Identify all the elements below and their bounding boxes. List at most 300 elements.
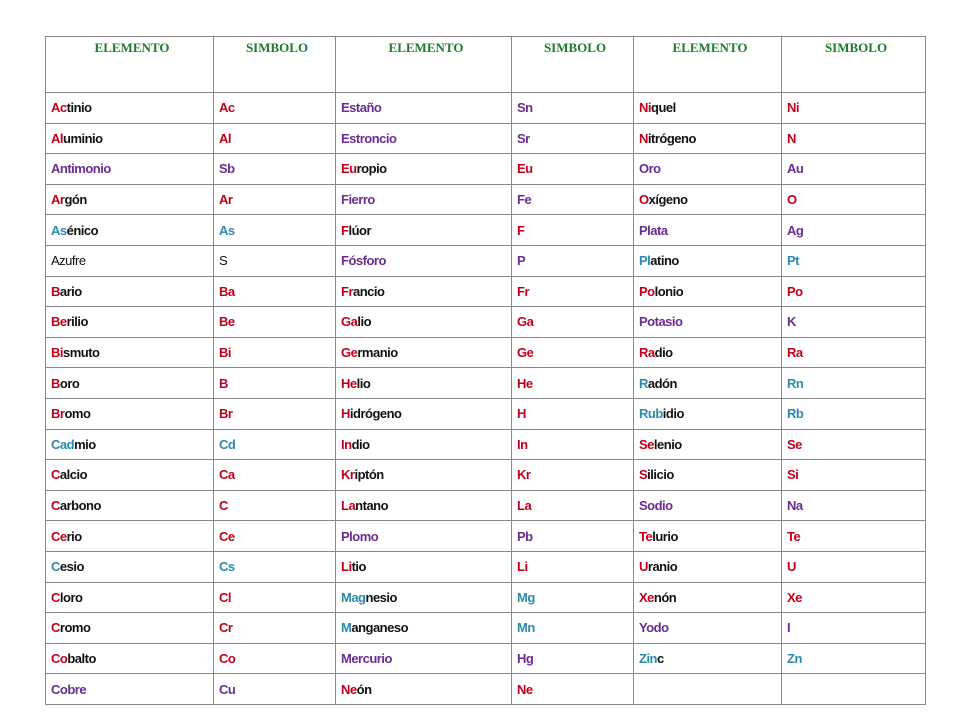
element-name-highlight: O: [639, 192, 649, 208]
element-name-cell: [634, 582, 782, 613]
element-name-highlight: Ne: [341, 681, 357, 697]
element-name-rest: romo: [59, 620, 91, 636]
element-name-rest: lio: [356, 375, 371, 391]
element-name-cell: [336, 521, 512, 552]
element-name-highlight: S: [639, 467, 648, 483]
element-name-cell: [336, 674, 512, 705]
element-name-rest: itrógeno: [647, 130, 696, 146]
element-name-cell: [336, 245, 512, 276]
element-name-cell: [634, 93, 782, 124]
header-elemento: ELEMENTO: [336, 37, 512, 93]
element-symbol: He: [517, 375, 533, 391]
table-row: [46, 123, 926, 154]
element-name-highlight: Eu: [341, 161, 357, 177]
element-name-highlight: Sodio: [639, 498, 673, 514]
element-name-highlight: Fósforo: [341, 253, 386, 269]
symbol-cell: [782, 276, 926, 307]
element-symbol: P: [517, 253, 526, 269]
table-row: [46, 93, 926, 124]
element-name-highlight: Yodo: [639, 620, 669, 636]
element-name-highlight: N: [639, 130, 648, 146]
symbol-cell: [782, 521, 926, 552]
element-name-highlight: Po: [639, 283, 655, 299]
element-symbol: Zn: [787, 650, 802, 666]
header-elemento: ELEMENTO: [634, 37, 782, 93]
symbol-cell: [512, 184, 634, 215]
element-name-highlight: Zin: [639, 650, 657, 666]
element-name-cell: [46, 337, 214, 368]
element-name-rest: idio: [662, 406, 684, 422]
element-name-rest: énico: [66, 222, 99, 238]
element-name-rest: c: [657, 650, 664, 666]
element-symbol: Na: [787, 498, 803, 514]
element-name-cell: [634, 337, 782, 368]
element-symbol: F: [517, 222, 525, 238]
element-name-cell: [634, 276, 782, 307]
element-symbol: Be: [219, 314, 235, 330]
element-name-cell: [336, 460, 512, 491]
element-name-rest: ilicio: [647, 467, 674, 483]
symbol-cell: [512, 93, 634, 124]
element-symbol: Mn: [517, 620, 535, 636]
element-symbol: I: [787, 620, 791, 636]
symbol-cell: [512, 674, 634, 705]
element-name-highlight: Ce: [51, 528, 67, 544]
table-row: [46, 643, 926, 674]
element-name-cell: [336, 368, 512, 399]
element-symbol: Fr: [517, 283, 529, 299]
symbol-cell: [512, 460, 634, 491]
element-name-rest: ropio: [356, 161, 387, 177]
element-name-cell: [46, 582, 214, 613]
element-name-rest: lurio: [652, 528, 678, 544]
symbol-cell: [214, 582, 336, 613]
element-name-rest: lonio: [654, 283, 684, 299]
element-name-cell: [634, 123, 782, 154]
element-name-highlight: Fierro: [341, 192, 375, 208]
element-symbol: Li: [517, 559, 528, 575]
element-symbol: Sr: [517, 130, 530, 146]
element-name-cell: [336, 398, 512, 429]
element-name-cell: [634, 490, 782, 521]
element-name-rest: lenio: [653, 436, 682, 452]
element-name-cell: [634, 215, 782, 246]
element-name-cell: [634, 154, 782, 185]
symbol-cell: [214, 307, 336, 338]
table-row: [46, 490, 926, 521]
element-symbol: Cs: [219, 559, 235, 575]
element-symbol: Xe: [787, 589, 802, 605]
element-name-rest: ranio: [647, 559, 678, 575]
element-name-cell: [634, 460, 782, 491]
symbol-cell: [214, 276, 336, 307]
element-name-cell: [634, 674, 782, 705]
symbol-cell: [214, 613, 336, 644]
element-name-cell: [336, 93, 512, 124]
element-name-highlight: Plomo: [341, 528, 379, 544]
header-simbolo: SIMBOLO: [214, 37, 336, 93]
element-symbol: Sn: [517, 100, 533, 116]
symbol-cell: [782, 368, 926, 399]
symbol-cell: [782, 429, 926, 460]
element-name-cell: [46, 368, 214, 399]
element-name-rest: nesio: [365, 589, 397, 605]
element-name-cell: [46, 398, 214, 429]
symbol-cell: [214, 154, 336, 185]
element-symbol: Cl: [219, 589, 231, 605]
element-name-cell: [46, 674, 214, 705]
element-name-rest: uminio: [63, 130, 103, 146]
element-name-highlight: U: [639, 559, 648, 575]
element-name-highlight: Br: [51, 406, 65, 422]
element-symbol: Po: [787, 283, 803, 299]
element-symbol: Br: [219, 406, 233, 422]
element-name-rest: ancio: [353, 283, 385, 299]
element-name-highlight: He: [341, 375, 357, 391]
element-symbol: O: [787, 192, 797, 208]
element-name-rest: alcio: [59, 467, 88, 483]
symbol-cell: [214, 551, 336, 582]
element-name-cell: [46, 123, 214, 154]
symbol-cell: [512, 398, 634, 429]
element-name-rest: iptón: [354, 467, 384, 483]
table-row: [46, 460, 926, 491]
element-symbol: Te: [787, 528, 801, 544]
element-name-highlight: C: [51, 559, 60, 575]
element-name-cell: [634, 307, 782, 338]
element-symbol: S: [219, 253, 228, 269]
symbol-cell: [782, 643, 926, 674]
element-name-highlight: Li: [341, 559, 352, 575]
element-name-rest: anganeso: [351, 620, 409, 636]
element-symbol: Rn: [787, 375, 804, 391]
element-name-cell: [46, 521, 214, 552]
table-row: [46, 307, 926, 338]
element-name-cell: [336, 184, 512, 215]
element-name-highlight: As: [51, 222, 67, 238]
element-name-cell: [336, 307, 512, 338]
element-symbol: Al: [219, 130, 231, 146]
element-symbol: Ge: [517, 345, 534, 361]
element-name-cell: [634, 184, 782, 215]
element-name-highlight: Al: [51, 130, 63, 146]
symbol-cell: [782, 307, 926, 338]
element-name-highlight: Pl: [639, 253, 651, 269]
symbol-cell: [214, 215, 336, 246]
element-name-highlight: Fr: [341, 283, 353, 299]
element-symbol: Ag: [787, 222, 804, 238]
element-name-rest: Azufre: [51, 253, 86, 269]
symbol-cell: [782, 245, 926, 276]
element-symbol: Ba: [219, 283, 235, 299]
element-name-highlight: Estroncio: [341, 130, 397, 146]
element-name-cell: [46, 490, 214, 521]
element-name-rest: tinio: [66, 100, 92, 116]
element-name-rest: idrógeno: [349, 406, 402, 422]
table-row: [46, 368, 926, 399]
symbol-cell: [214, 337, 336, 368]
element-name-rest: lio: [357, 314, 372, 330]
element-name-highlight: C: [51, 620, 60, 636]
element-name-cell: [336, 490, 512, 521]
element-symbol: Cd: [219, 436, 236, 452]
element-name-cell: [46, 245, 214, 276]
element-symbol: La: [517, 498, 532, 514]
element-name-rest: dio: [654, 345, 673, 361]
symbol-cell: [512, 613, 634, 644]
symbol-cell: [782, 184, 926, 215]
element-symbol: Bi: [219, 345, 231, 361]
element-symbol: Ce: [219, 528, 235, 544]
table-row: [46, 184, 926, 215]
symbol-cell: [512, 276, 634, 307]
element-symbol: As: [219, 222, 235, 238]
symbol-cell: [782, 460, 926, 491]
element-name-highlight: F: [341, 222, 349, 238]
table-row: [46, 245, 926, 276]
element-name-highlight: H: [341, 406, 350, 422]
element-name-highlight: Mag: [341, 589, 366, 605]
symbol-cell: [512, 429, 634, 460]
element-name-cell: [46, 215, 214, 246]
element-name-highlight: Bi: [51, 345, 63, 361]
element-name-highlight: C: [51, 589, 60, 605]
symbol-cell: [782, 93, 926, 124]
element-name-highlight: Potasio: [639, 314, 683, 330]
symbol-cell: [214, 674, 336, 705]
header-simbolo: SIMBOLO: [782, 37, 926, 93]
element-symbol: B: [219, 375, 228, 391]
element-symbol: N: [787, 130, 796, 146]
element-name-highlight: Oro: [639, 161, 661, 177]
element-name-cell: [46, 551, 214, 582]
symbol-cell: [512, 123, 634, 154]
element-name-highlight: Plata: [639, 222, 668, 238]
element-name-cell: [336, 123, 512, 154]
header-elemento: ELEMENTO: [46, 37, 214, 93]
element-symbol: Se: [787, 436, 802, 452]
symbol-cell: [214, 123, 336, 154]
element-name-rest: xígeno: [648, 192, 688, 208]
element-symbol: Mg: [517, 589, 535, 605]
element-name-cell: [634, 613, 782, 644]
symbol-cell: [512, 643, 634, 674]
element-symbol: Ni: [787, 100, 799, 116]
table-row: [46, 551, 926, 582]
element-name-highlight: La: [341, 498, 356, 514]
element-name-cell: [634, 521, 782, 552]
header-row: [46, 37, 926, 93]
symbol-cell: [512, 307, 634, 338]
element-name-highlight: Antimonio: [51, 161, 111, 177]
element-name-rest: ón: [356, 681, 372, 697]
symbol-cell: [782, 123, 926, 154]
element-name-highlight: Mercurio: [341, 650, 392, 666]
symbol-cell: [214, 429, 336, 460]
symbol-cell: [512, 368, 634, 399]
element-name-rest: quel: [651, 100, 676, 116]
element-name-rest: ntano: [355, 498, 389, 514]
element-name-highlight: Be: [51, 314, 67, 330]
element-name-cell: [46, 276, 214, 307]
elements-table: [45, 36, 926, 705]
element-name-highlight: B: [51, 283, 60, 299]
element-name-highlight: R: [639, 375, 648, 391]
symbol-cell: [214, 398, 336, 429]
element-name-highlight: Se: [639, 436, 654, 452]
table-row: [46, 215, 926, 246]
element-name-cell: [634, 245, 782, 276]
element-symbol: Cu: [219, 681, 236, 697]
element-symbol: Ra: [787, 345, 803, 361]
element-name-highlight: B: [51, 375, 60, 391]
element-name-cell: [46, 154, 214, 185]
element-symbol: In: [517, 436, 528, 452]
element-name-cell: [336, 154, 512, 185]
table-row: [46, 276, 926, 307]
element-symbol: Hg: [517, 650, 534, 666]
element-name-highlight: Ni: [639, 100, 651, 116]
element-name-highlight: Te: [639, 528, 653, 544]
element-name-highlight: C: [51, 467, 60, 483]
element-name-rest: arbono: [59, 498, 101, 514]
element-name-cell: [46, 643, 214, 674]
element-name-cell: [336, 582, 512, 613]
element-name-cell: [46, 429, 214, 460]
element-name-rest: ario: [59, 283, 82, 299]
symbol-cell: [782, 674, 926, 705]
element-symbol: Kr: [517, 467, 531, 483]
element-name-rest: oro: [59, 375, 80, 391]
element-name-rest: dio: [351, 436, 370, 452]
element-name-highlight: Estaño: [341, 100, 382, 116]
element-name-cell: [336, 337, 512, 368]
symbol-cell: [214, 460, 336, 491]
table-row: [46, 613, 926, 644]
element-symbol: Ac: [219, 100, 235, 116]
symbol-cell: [214, 643, 336, 674]
symbol-cell: [782, 551, 926, 582]
symbol-cell: [214, 93, 336, 124]
element-symbol: Co: [219, 650, 236, 666]
symbol-cell: [512, 521, 634, 552]
element-name-cell: [634, 398, 782, 429]
symbol-cell: [512, 154, 634, 185]
symbol-cell: [512, 551, 634, 582]
element-name-rest: loro: [59, 589, 83, 605]
element-name-rest: nón: [653, 589, 677, 605]
element-name-highlight: Kr: [341, 467, 355, 483]
element-name-cell: [336, 215, 512, 246]
symbol-cell: [782, 582, 926, 613]
element-name-rest: smuto: [63, 345, 100, 361]
element-name-cell: [336, 551, 512, 582]
element-name-cell: [46, 93, 214, 124]
element-name-rest: adón: [647, 375, 677, 391]
symbol-cell: [214, 368, 336, 399]
element-name-highlight: Rub: [639, 406, 663, 422]
header-simbolo: SIMBOLO: [512, 37, 634, 93]
element-name-cell: [46, 460, 214, 491]
symbol-cell: [214, 184, 336, 215]
element-symbol: Ne: [517, 681, 533, 697]
element-name-cell: [46, 307, 214, 338]
symbol-cell: [512, 337, 634, 368]
element-name-highlight: Xe: [639, 589, 654, 605]
element-name-highlight: Ar: [51, 192, 65, 208]
element-name-rest: rilio: [66, 314, 88, 330]
element-name-cell: [336, 613, 512, 644]
element-name-cell: [46, 613, 214, 644]
element-name-rest: lúor: [348, 222, 372, 238]
element-name-highlight: C: [51, 498, 60, 514]
symbol-cell: [512, 245, 634, 276]
element-name-rest: atino: [650, 253, 679, 269]
element-name-rest: mio: [74, 436, 96, 452]
element-symbol: H: [517, 406, 526, 422]
element-symbol: Au: [787, 161, 804, 177]
element-name-rest: omo: [64, 406, 91, 422]
element-name-highlight: Ge: [341, 345, 358, 361]
element-name-highlight: In: [341, 436, 352, 452]
element-name-rest: tio: [351, 559, 366, 575]
element-name-cell: [634, 551, 782, 582]
element-symbol: Ga: [517, 314, 534, 330]
table-row: [46, 154, 926, 185]
element-name-cell: [336, 429, 512, 460]
element-symbol: Rb: [787, 406, 804, 422]
element-name-highlight: Cad: [51, 436, 75, 452]
element-name-cell: [336, 643, 512, 674]
symbol-cell: [782, 613, 926, 644]
element-name-rest: rmanio: [357, 345, 398, 361]
symbol-cell: [782, 215, 926, 246]
element-symbol: Eu: [517, 161, 533, 177]
table-row: [46, 337, 926, 368]
element-name-highlight: Co: [51, 650, 68, 666]
table-row: [46, 582, 926, 613]
symbol-cell: [214, 490, 336, 521]
symbol-cell: [512, 490, 634, 521]
symbol-cell: [214, 245, 336, 276]
element-name-rest: rio: [66, 528, 82, 544]
element-name-cell: [634, 368, 782, 399]
symbol-cell: [512, 582, 634, 613]
element-name-cell: [336, 276, 512, 307]
element-symbol: Pb: [517, 528, 533, 544]
element-name-rest: balto: [67, 650, 96, 666]
element-name-highlight: Ac: [51, 100, 67, 116]
element-symbol: Si: [787, 467, 799, 483]
element-symbol: C: [219, 498, 228, 514]
element-name-cell: [634, 429, 782, 460]
symbol-cell: [782, 398, 926, 429]
table-row: [46, 429, 926, 460]
element-name-highlight: Ga: [341, 314, 358, 330]
element-symbol: K: [787, 314, 796, 330]
element-name-highlight: M: [341, 620, 352, 636]
element-symbol: Fe: [517, 192, 532, 208]
table-row: [46, 521, 926, 552]
symbol-cell: [214, 521, 336, 552]
table-row: [46, 398, 926, 429]
element-name-cell: [46, 184, 214, 215]
symbol-cell: [782, 154, 926, 185]
symbol-cell: [782, 337, 926, 368]
element-name-highlight: Ra: [639, 345, 655, 361]
element-symbol: Ca: [219, 467, 235, 483]
element-name-rest: gón: [64, 192, 87, 208]
